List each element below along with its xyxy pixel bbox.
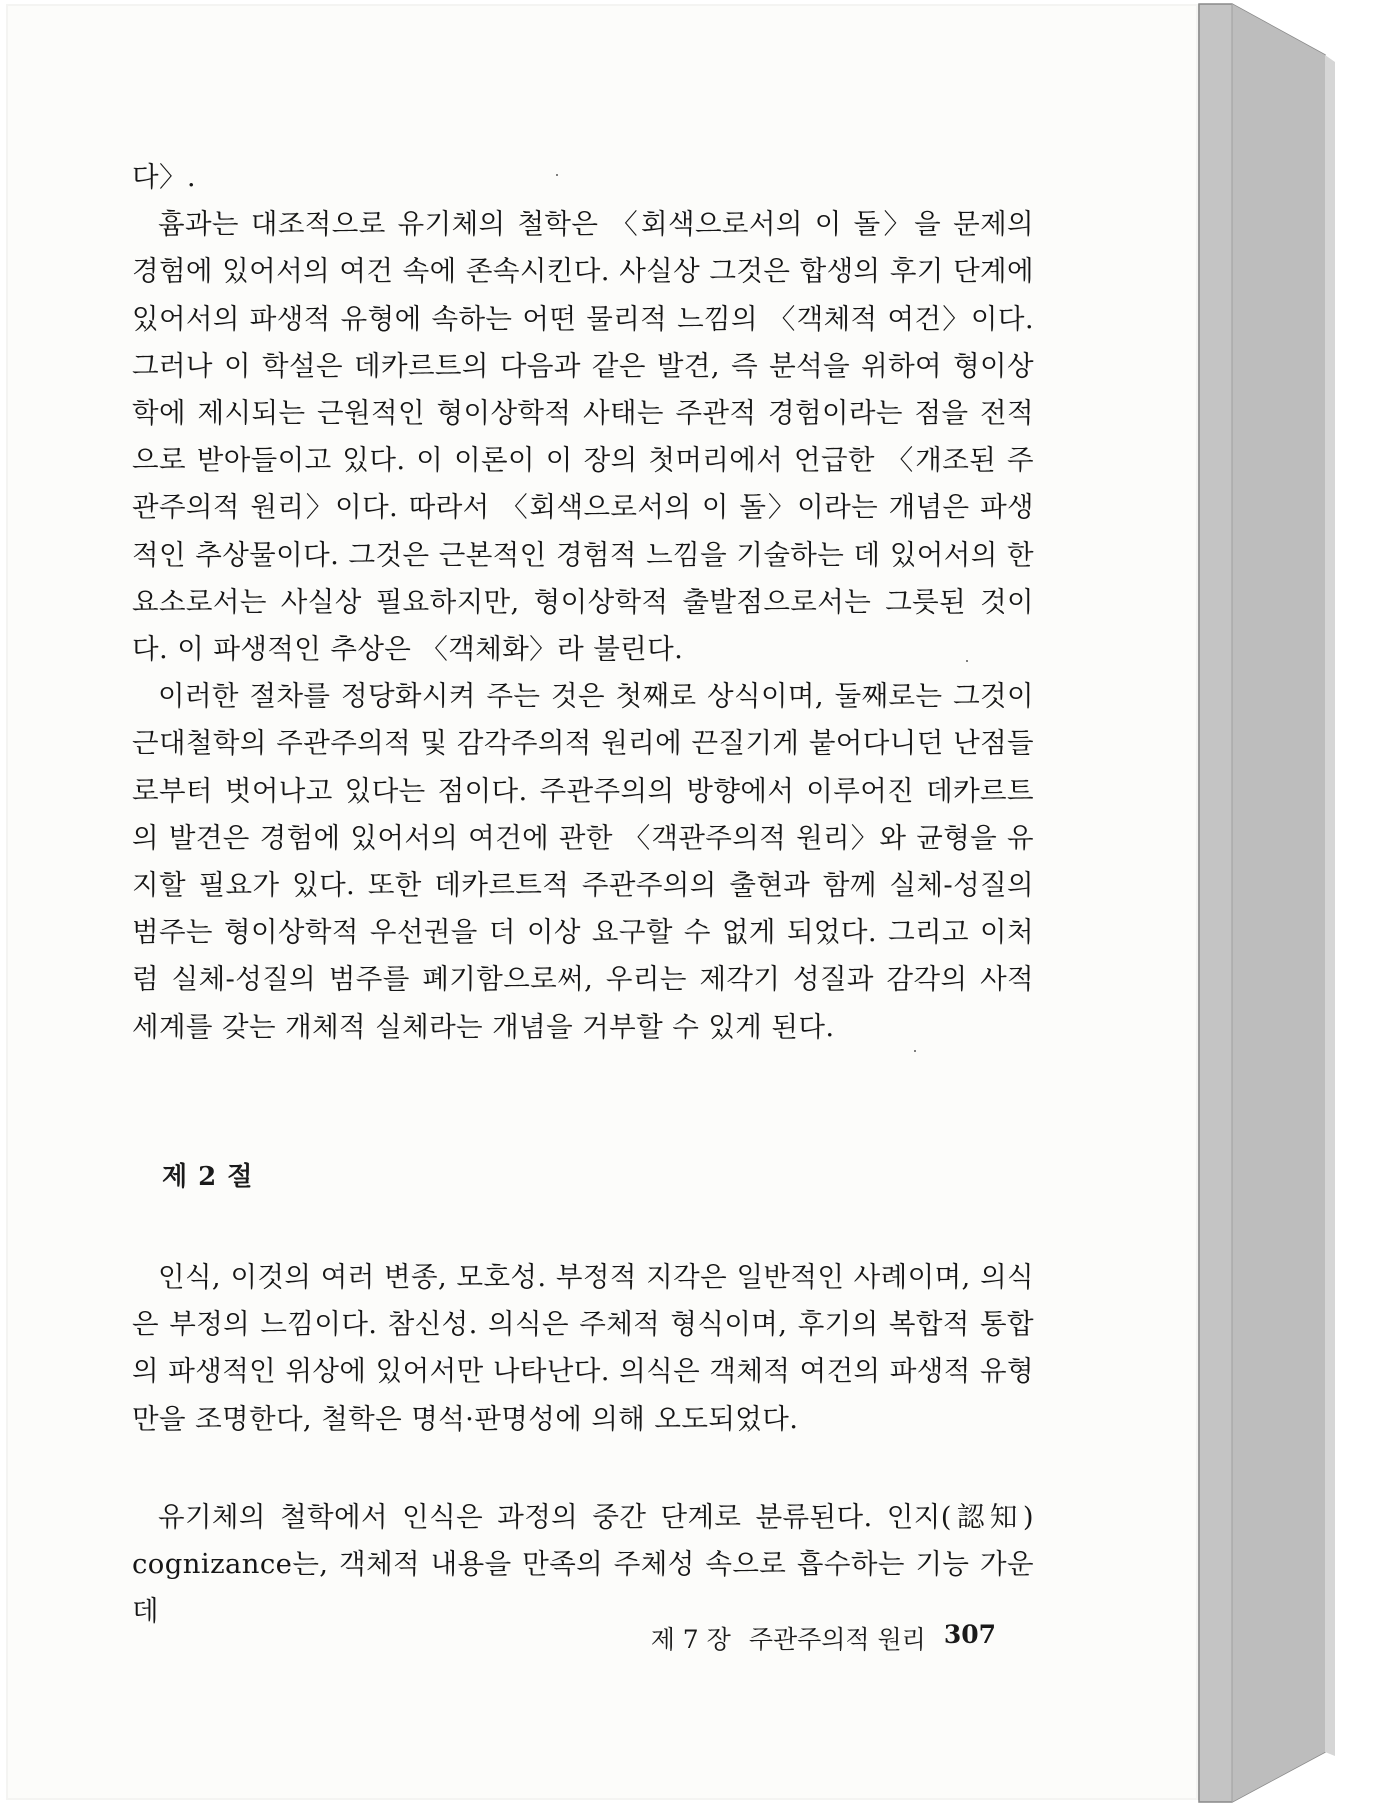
running-footer: [626, 1620, 996, 1656]
paragraph-continuation: 다〉.: [132, 161, 197, 193]
book-page: [6, 4, 1199, 1800]
body-text: [132, 154, 1034, 1051]
section-heading: 제 2 절: [162, 1162, 254, 1192]
paragraph-cognition: 유기체의 철학에서 인식은 과정의 중간 단계로 분류된다. 인지(認知) cognizance는, 객체적 내용을 만족의 주체성 속으로 흡수하는 기능 가운데: [132, 1501, 1034, 1628]
section-summary: 인식, 이것의 여러 변종, 모호성. 부정적 지각은 일반적인 사례이며, 의식은 부정의 느낌이다. 참신성. 의식은 주체적 형식이며, 후기의 복합적 통합의 파생적인 위상에 있어서만 나타난다. 의식은 객체적 여건의 파생적 유형만을 조명한다, 철학은 명석·판명성에 의해 오도되었다.: [132, 1261, 1034, 1435]
paragraph-justification: 이러한 절차를 정당화시켜 주는 것은 첫째로 상식이며, 둘째로는 그것이 근대철학의 주관주의적 및 감각주의적 원리에 끈질기게 붙어다니던 난점들로부터 벗어나고 있다는 점이다. 주관주의의 방향에서 이루어진 데카르트의 발견은 경험에 있어서의 여건에 관한 〈객관주의적 원리〉와 균형을 유지할 필요가 있다. 또한 데카르트적 주관주의의 출현과 함께 실체-성질의 범주는 형이상학적 우선권을 더 이상 요구할 수 없게 되었다. 그리고 이처럼 실체-성질의 범주를 폐기함으로써, 우리는 제각기 성질과 감각의 사적 세계를 갖는 개체적 실체라는 개념을 거부할 수 있게 된다.: [132, 680, 1034, 1043]
footer-chapter-title: 주관주의적 원리: [748, 1625, 926, 1654]
page-number: 307: [943, 1620, 996, 1649]
footer-chapter: 제 7 장: [650, 1625, 731, 1654]
paragraph-hume-contrast: 흄과는 대조적으로 유기체의 철학은 〈회색으로서의 이 돌〉을 문제의 경험에 있어서의 여건 속에 존속시킨다. 사실상 그것은 합생의 후기 단계에 있어서의 파생적 유형에 속하는 어떤 물리적 느낌의 〈객체적 여건〉이다. 그러나 이 학설은 데카르트의 다음과 같은 발견, 즉 분석을 위하여 형이상학에 제시되는 근원적인 형이상학적 사태는 주관적 경험이라는 점을 전적으로 받아들이고 있다. 이 이론이 이 장의 첫머리에서 언급한 〈개조된 주관주의적 원리〉이다. 따라서 〈회색으로서의 이 돌〉이라는 개념은 파생적인 추상물이다. 그것은 근본적인 경험적 느낌을 기술하는 데 있어서의 한 요소로서는 사실상 필요하지만, 형이상학적 출발점으로서는 그릇된 것이다. 이 파생적인 추상은 〈객체화〉라 불린다.: [132, 208, 1034, 666]
